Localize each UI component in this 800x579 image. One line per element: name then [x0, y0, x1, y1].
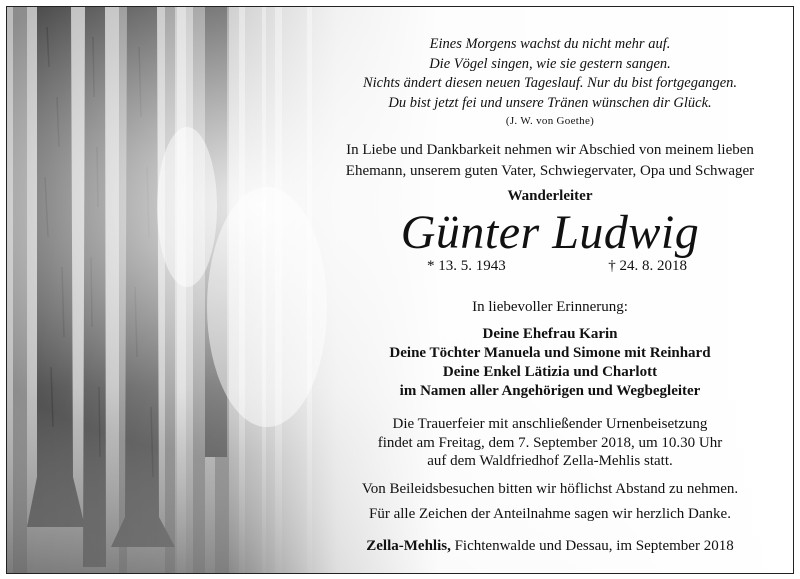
condolence-note: Von Beileidsbesuchen bitten wir höflichst Abstand zu nehmen.	[361, 481, 739, 497]
obituary-text	[307, 7, 793, 573]
poem-line: Eines Morgens wachst du nicht mehr auf.	[429, 36, 671, 52]
mourner-line: Deine Ehefrau Karin	[482, 326, 618, 342]
obituary-frame	[6, 6, 794, 574]
poem-author: (J. W. von Goethe)	[505, 115, 595, 127]
thanks-note: Für alle Zeichen der Anteilnahme sagen wir herzlich Danke.	[369, 506, 731, 522]
mourners-list	[307, 325, 793, 401]
funeral-line: findet am Freitag, dem 7. September 2018, um 10.30 Uhr	[377, 434, 723, 451]
deceased-name: Günter Ludwig	[400, 206, 700, 259]
funeral-line: Die Trauerfeier mit anschließender Urnenbeisetzung	[392, 416, 708, 432]
funeral-info	[307, 415, 793, 471]
mourner-line: Deine Enkel Lätizia und Charlott	[442, 364, 658, 380]
mourner-line: im Namen aller Angehörigen und Wegbegleiter	[399, 383, 701, 399]
poem-line: Die Vögel singen, wie sie gestern sangen.	[429, 55, 671, 72]
footer-signature	[307, 538, 793, 555]
memory-heading: In liebevoller Erinnerung:	[472, 299, 628, 315]
farewell-intro	[307, 140, 793, 182]
poem-line: Nichts ändert diesen neuen Tageslauf. Nur du bist fortgegangen.	[362, 75, 738, 91]
birth-date: * 13. 5. 1943	[427, 258, 506, 274]
funeral-line: auf dem Waldfriedhof Zella-Mehlis statt.	[427, 453, 673, 469]
death-date: † 24. 8. 2018	[608, 258, 687, 274]
footer-place: Zella-Mehlis,	[366, 538, 451, 554]
life-dates	[427, 258, 687, 280]
deceased-title: Wanderleiter	[507, 188, 593, 204]
footer-rest: Fichtenwalde und Dessau, im September 2018	[450, 538, 734, 554]
intro-line: In Liebe und Dankbarkeit nehmen wir Abschied von meinem lieben	[346, 142, 754, 158]
poem-line: Du bist jetzt fei und unsere Tränen wünschen dir Glück.	[388, 94, 712, 111]
poem	[307, 35, 793, 113]
intro-line: Ehemann, unserem guten Vater, Schwiegervater, Opa und Schwager	[345, 163, 755, 179]
mourner-line: Deine Töchter Manuela und Simone mit Reinhard	[389, 345, 711, 361]
